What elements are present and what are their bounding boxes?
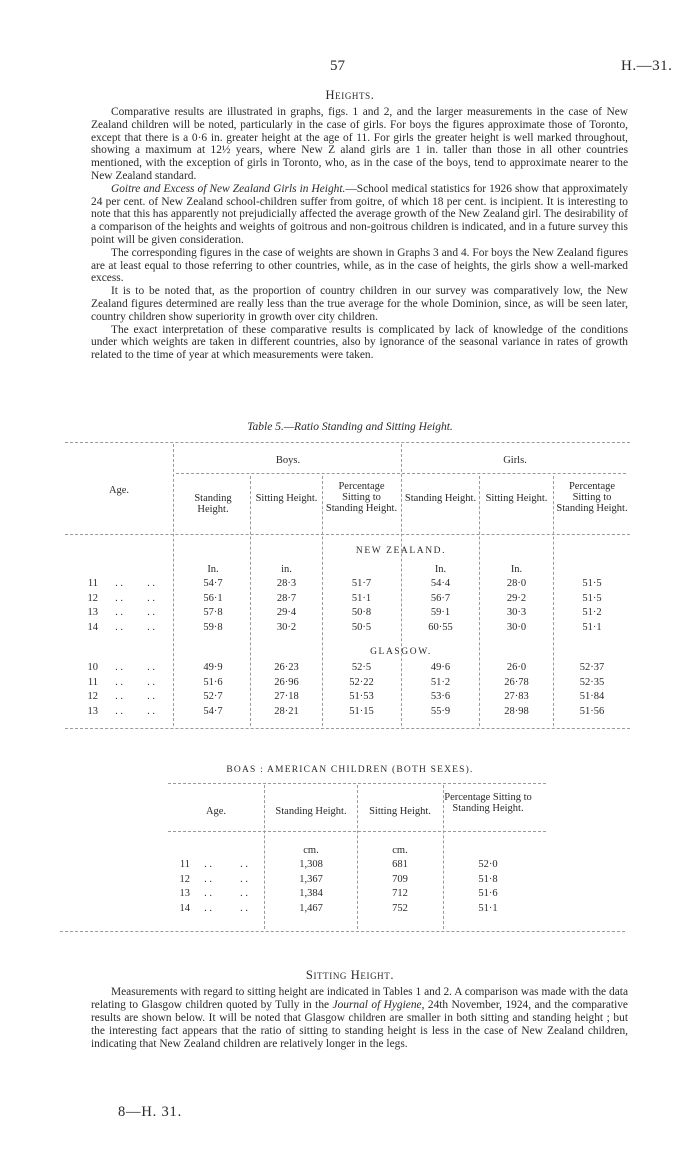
nz-row-dots: . . [147,592,155,604]
table5-age-header: Age. [108,485,130,496]
sitting-height-body [91,986,628,1051]
boas-row-sitting: 712 [392,888,408,899]
table5-vline-boys-2 [322,476,323,726]
nz-row-boys-sitting: 28·3 [276,578,297,589]
journal-title: Journal of Hygiene [332,999,422,1011]
sitting-text-a: Measurements with regard to sitting height are indicated in Tables 1 and 2. A comparison was made with the data relating to Glasgow children quoted by Tully in the [91,986,628,1011]
nz-row-dots: . . [147,607,155,618]
boas-row-dots: . . [204,859,212,870]
glasgow-row-girls-percentage: 51·56 [579,705,605,717]
boas-row-standing: 1,367 [299,873,323,885]
glasgow-row-boys-percentage: 51·15 [349,705,374,717]
nz-row-girls-sitting: 30·0 [506,621,527,633]
nz-girls-sitting-unit: In. [510,564,523,575]
nz-row-dots: . . [115,621,123,633]
nz-row-girls-standing: 56·7 [430,592,451,604]
nz-row-boys-sitting: 30·2 [276,621,297,633]
glasgow-row-dots: . . [115,691,123,702]
nz-row-age: 11 [87,578,98,589]
glasgow-row-dots: . . [147,705,155,717]
boys-percentage-header: Percentage Sitting to Standing Height. [325,481,398,514]
boas-row-standing: 1,384 [299,888,323,899]
table5-girls-header: Girls. [503,455,527,466]
nz-row-dots: . . [115,607,123,618]
glasgow-row-boys-percentage: 52·22 [349,676,374,688]
boys-sitting-header: Sitting Height. [255,493,318,504]
heights-paragraph-1: Comparative results are illustrated in graphs, figs. 1 and 2, and the larger measurements in the case of New Zealand children will be noted, particularly in the case of girls. For boys the figures approximate those of Toronto, except that there is a 0·6 in. greater height at the age of 11. For girls the greater height is well marked throughout, showing a maximum at 12½ years, where New Z aland girls are 1 in. taller than those in all other countries mentioned, with the exception of girls in Toronto, who, as in the case of the boys, tend to approximate nearer to the New Zealand standard. [91,106,628,182]
boas-row-sitting: 681 [392,859,408,870]
heights-body [91,106,628,362]
boas-row-percentage: 51·1 [478,902,498,914]
boas-row-sitting: 709 [392,873,408,885]
table5-vline-boys-1 [250,476,251,726]
nz-row-age: 12 [87,592,98,604]
glasgow-row-boys-standing: 52·7 [203,691,223,702]
goitre-text: —School medical statistics for 1926 show that approximately 24 per cent. of New Zealand school-children suffer from goitre, of which 18 per cent. is incipient. It is interesting to note that this has apparently not prejudicially affected the average growth of the New Zealand girl. The desirability of a comparison of the heights and weights of goitrous and non-goitrous children is indicated, and in a future survey this point will be given consideration. [91,182,628,246]
table5-caption: Table 5.—Ratio Standing and Sitting Height. [247,421,453,433]
nz-row-girls-standing: 54·4 [430,578,451,589]
glasgow-row-age: 13 [87,705,98,717]
boas-percentage-header: Percentage Sitting to Standing Height. [444,792,532,814]
boas-title: BOAS : AMERICAN CHILDREN (BOTH SEXES). [226,765,474,775]
nz-row-girls-percentage: 51·2 [582,607,602,618]
glasgow-row-boys-percentage: 52·5 [351,662,372,673]
interpretation-paragraph: The exact interpretation of these comparative results is complicated by lack of knowledge of the conditions under which weights are taken in different countries, also by ignorance of the seasonal variance in rates of growth related to the time of year at which measurements were taken. [91,323,628,362]
nz-row-age: 14 [87,621,98,633]
boas-standing-header: Standing Height. [275,806,347,817]
boas-row-dots: . . [204,888,212,899]
glasgow-row-girls-percentage: 52·37 [579,662,605,673]
boas-row-dots: . . [240,902,248,914]
new-zealand-section-label: NEW ZEALAND. [355,546,447,556]
boas-top-rule [168,783,546,784]
nz-row-dots: . . [147,621,155,633]
table5-header-rule [65,534,630,535]
nz-boys-sitting-unit: in. [281,564,292,575]
table5-vline-girls-2 [553,476,554,726]
boas-bottom-rule [60,931,625,932]
glasgow-row-girls-sitting: 28·98 [504,705,529,717]
glasgow-row-dots: . . [147,662,155,673]
table5-bottom-rule [65,728,630,729]
nz-row-girls-sitting: 30·3 [506,607,527,618]
boas-row-standing: 1,467 [299,902,323,914]
glasgow-row-boys-standing: 49·9 [203,662,223,673]
glasgow-row-boys-sitting: 28·21 [274,705,299,717]
glasgow-row-girls-sitting: 26·78 [504,676,529,688]
nz-row-girls-sitting: 28·0 [506,578,527,589]
boas-row-sitting: 752 [392,902,408,914]
boas-standing-unit: cm. [303,845,319,856]
glasgow-row-age: 11 [87,676,98,688]
glasgow-row-boys-sitting: 26·23 [274,662,299,673]
glasgow-row-girls-percentage: 52·35 [579,676,605,688]
nz-row-boys-percentage: 51·1 [351,592,372,604]
girls-percentage-header: Percentage Sitting to Standing Height. [556,481,628,514]
nz-row-dots: . . [147,578,155,589]
boas-vline-1 [264,785,265,929]
glasgow-row-age: 10 [87,662,98,673]
table5-vline-age [173,444,174,726]
table5-vline-boys-girls [401,444,402,726]
glasgow-row-boys-sitting: 27·18 [274,691,299,702]
boas-row-age: 14 [179,902,190,914]
glasgow-section-label: GLASGOW. [370,647,432,657]
girls-standing-header: Standing Height. [404,493,477,504]
glasgow-row-girls-standing: 53·6 [430,691,451,702]
glasgow-row-boys-standing: 54·7 [203,705,223,717]
glasgow-row-boys-sitting: 26·96 [274,676,299,688]
nz-row-girls-standing: 59·1 [430,607,451,618]
glasgow-row-dots: . . [147,691,155,702]
sitting-height-heading: Sitting Height. [305,968,395,982]
nz-row-boys-sitting: 28·7 [276,592,297,604]
nz-row-girls-percentage: 51·5 [582,578,602,589]
heights-heading: Heights. [325,88,375,102]
sitting-height-paragraph [91,986,628,1051]
glasgow-row-dots: . . [115,662,123,673]
nz-row-girls-standing: 60·55 [428,621,453,633]
boas-row-percentage: 51·8 [478,873,498,885]
glasgow-row-girls-standing: 49·6 [430,662,451,673]
nz-row-boys-sitting: 29·4 [276,607,297,618]
nz-row-dots: . . [115,592,123,604]
glasgow-row-dots: . . [115,676,123,688]
glasgow-row-girls-standing: 55·9 [430,705,451,717]
glasgow-row-dots: . . [115,705,123,717]
country-children-paragraph: It is to be noted that, as the proportion of country children in our survey was comparatively low, the New Zealand figures determined are really less than the true average for the whole Dominion, since, as will be seen later, country children show superiority in growth over city children. [91,285,628,323]
nz-row-girls-sitting: 29·2 [506,592,527,604]
glasgow-row-dots: . . [147,676,155,688]
girls-sitting-header: Sitting Height. [485,493,548,504]
nz-boys-standing-unit: In. [207,564,219,575]
glasgow-row-boys-percentage: 51·53 [349,691,374,702]
boas-row-dots: . . [204,873,212,885]
nz-row-boys-percentage: 50·5 [351,621,372,633]
boas-row-dots: . . [240,873,248,885]
nz-row-boys-standing: 59·8 [203,621,223,633]
table5-boys-header: Boys. [275,455,301,466]
boas-row-dots: . . [240,859,248,870]
glasgow-row-girls-percentage: 51·84 [579,691,605,702]
table5-vline-girls-1 [479,476,480,726]
boas-age-header: Age. [205,806,227,817]
glasgow-row-boys-standing: 51·6 [203,676,223,688]
nz-row-boys-standing: 57·8 [203,607,223,618]
boas-row-standing: 1,308 [299,859,323,870]
glasgow-row-girls-sitting: 26·0 [506,662,527,673]
nz-row-girls-percentage: 51·1 [582,621,602,633]
nz-row-dots: . . [115,578,123,589]
glasgow-row-girls-sitting: 27·83 [504,691,529,702]
nz-row-age: 13 [87,607,98,618]
footer-signature: 8—H. 31. [118,1104,182,1120]
boas-sitting-header: Sitting Height. [369,806,431,817]
weights-paragraph: The corresponding figures in the case of weights are shown in Graphs 3 and 4. For boys the New Zealand figures are at least equal to those referring to other countries, while, as in the case of heights, the girls show a well-marked excess. [91,246,628,285]
nz-row-girls-percentage: 51·5 [582,592,602,604]
document-reference: H.—31. [621,58,673,74]
boas-row-age: 13 [179,888,190,899]
nz-row-boys-percentage: 51·7 [351,578,372,589]
glasgow-row-girls-standing: 51·2 [430,676,451,688]
table5-top-rule [65,442,630,443]
glasgow-row-age: 12 [87,691,98,702]
boas-row-dots: . . [240,888,248,899]
boas-row-percentage: 51·6 [478,888,498,899]
sitting-text-b: , 24th November, 1924, and the comparative results are shown below. It will be noted that Glasgow children are smaller in both sitting and standing height ; but the interesting fact appears that the ratio of sitting to standing height is less in the case of New Zealand children, indicating that New Zealand children are relatively longer in the legs. [91,999,628,1050]
boas-row-age: 12 [179,873,190,885]
nz-row-boys-standing: 54·7 [203,578,223,589]
nz-row-boys-percentage: 50·8 [351,607,372,618]
boas-row-age: 11 [179,859,190,870]
boas-sitting-unit: cm. [392,845,408,856]
page-number: 57 [330,58,345,74]
boys-standing-header: Standing Height. [194,493,232,515]
boas-row-dots: . . [204,902,212,914]
boas-row-percentage: 52·0 [478,859,498,870]
goitre-paragraph [91,183,628,247]
nz-girls-standing-unit: In. [434,564,447,575]
nz-row-boys-standing: 56·1 [203,592,223,604]
goitre-heading: Goitre and Excess of New Zealand Girls in Height. [111,182,346,195]
